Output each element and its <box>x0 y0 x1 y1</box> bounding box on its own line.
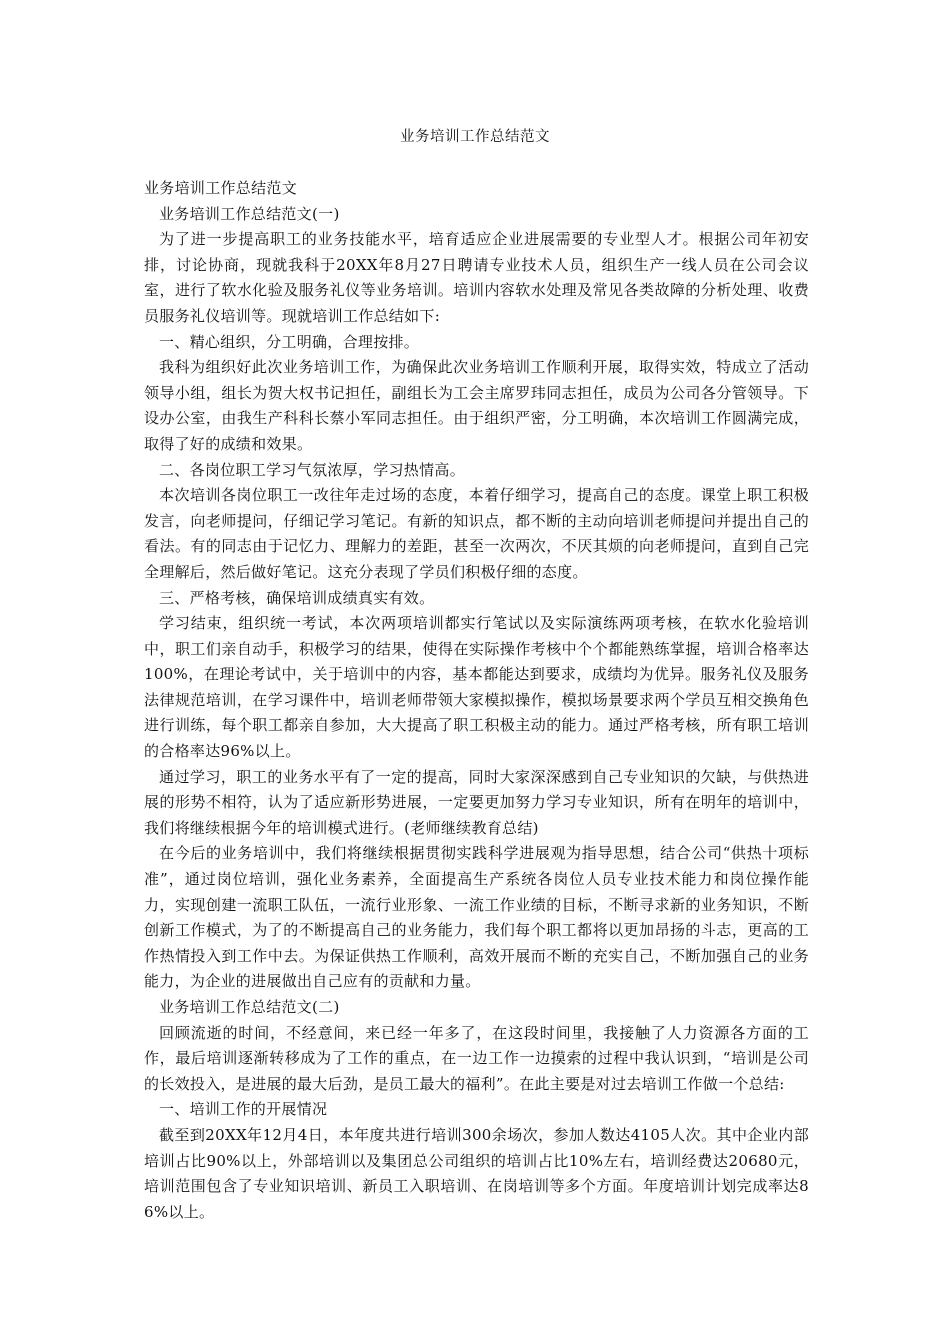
document-title: 业务培训工作总结范文 <box>400 129 550 145</box>
point-heading: 三、严格考核，确保培训成绩真实有效。 <box>159 588 435 607</box>
paragraph: 回顾流逝的时间，不经意间，来已经一年多了，在这段时间里，我接触了人力资源各方面的工作，最后培训逐渐转移成为了工作的重点，在一边工作一边摸索的过程中我认识到，“培训是公司的长效投入，是进展的最大后劲，是员工最大的福利”。在此主要是对过去培训工作做一个总结: <box>144 1023 809 1093</box>
point-heading: 二、各岗位职工学习气氛浓厚，学习热情高。 <box>159 460 466 479</box>
paragraph: 为了进一步提高职工的业务技能水平，培育适应企业进展需要的专业型人才。根据公司年初安排，讨论协商，现就我科于20XX年8月27日聘请专业技术人员，组织生产一线人员在公司会议室，进行了软水化验及服务礼仪等业务培训。培训内容软水处理及常见各类故障的分析处理、收费员服务礼仪培训等。现就培训工作总结如下: <box>144 230 809 325</box>
paragraph: 通过学习，职工的业务水平有了一定的提高，同时大家深深感到自己专业知识的欠缺，与供热进展的形势不相符，认为了适应新形势进展，一定要更加努力学习专业知识，所有在明年的培训中，我们将继续根据今年的培训模式进行。(老师继续教育总结) <box>144 767 809 837</box>
paragraph: 截至到20XX年12月4日，本年度共进行培训300余场次，参加人数达4105人次。其中企业内部培训占比90%以上，外部培训以及集团总公司组织的培训占比10%左右，培训经费达20680元，培训范围包含了专业知识培训、新员工入职培训、在岗培训等多个方面。年度培训计划完成率达86%以上。 <box>144 1125 809 1221</box>
section-heading-one: 业务培训工作总结范文(一) <box>159 204 340 223</box>
document-heading: 业务培训工作总结范文 <box>144 179 298 197</box>
document-body <box>144 176 809 1225</box>
paragraph: 学习结束，组织统一考试，本次两项培训都实行笔试以及实际演练两项考核，在软水化验培训中，职工们亲自动手，积极学习的结果，使得在实际操作考核中个个都能熟练掌握，培训合格率达100%，在理论考试中，关于培训中的内容，基本都能达到要求，成绩均为优异。服务礼仪及服务法律规范培训，在学习课件中，培训老师带领大家模拟操作，模拟场景要求两个学员互相交换角色进行训练，每个职工都亲自参加，大大提高了职工积极主动的能力。通过严格考核，所有职工培训的合格率达96%以上。 <box>144 614 809 761</box>
section-heading-two: 业务培训工作总结范文(二) <box>159 998 340 1016</box>
paragraph: 在今后的业务培训中，我们将继续根据贯彻实践科学进展观为指导思想，结合公司“供热十项标准”，通过岗位培训，强化业务素养，全面提高生产系统各岗位人员专业技术能力和岗位操作能力，实现创建一流职工队伍，一流行业形象、一流工作业绩的目标，不断寻求新的业务知识，不断创新工作模式，为了的不断提高自己的业务能力，我们每个职工都将以更加昂扬的斗志，更高的工作热情投入到工作中去。为保证供热工作顺利，高效开展而不断的充实自己，不断加强自己的业务能力，为企业的进展做出自己应有的贡献和力量。 <box>144 844 809 991</box>
point-heading: 一、精心组织，分工明确，合理按排。 <box>159 332 420 351</box>
paragraph: 本次培训各岗位职工一改往年走过场的态度，本着仔细学习，提高自己的态度。课堂上职工积极发言，向老师提问，仔细记学习笔记。有新的知识点，都不断的主动向培训老师提问并提出自己的看法。有的同志由于记忆力、理解力的差距，甚至一次两次，不厌其烦的向老师提问，直到自己完全理解后，然后做好笔记。这充分表现了学员们积极仔细的态度。 <box>144 486 809 581</box>
paragraph: 我科为组织好此次业务培训工作，为确保此次业务培训工作顺利开展，取得实效，特成立了活动领导小组，组长为贺大权书记担任，副组长为工会主席罗玮同志担任，成员为公司各分管领导。下设办公室，由我生产科科长蔡小军同志担任。由于组织严密，分工明确，本次培训工作圆满完成，取得了好的成绩和效果。 <box>144 358 809 453</box>
point-heading: 一、培训工作的开展情况 <box>159 1100 328 1119</box>
